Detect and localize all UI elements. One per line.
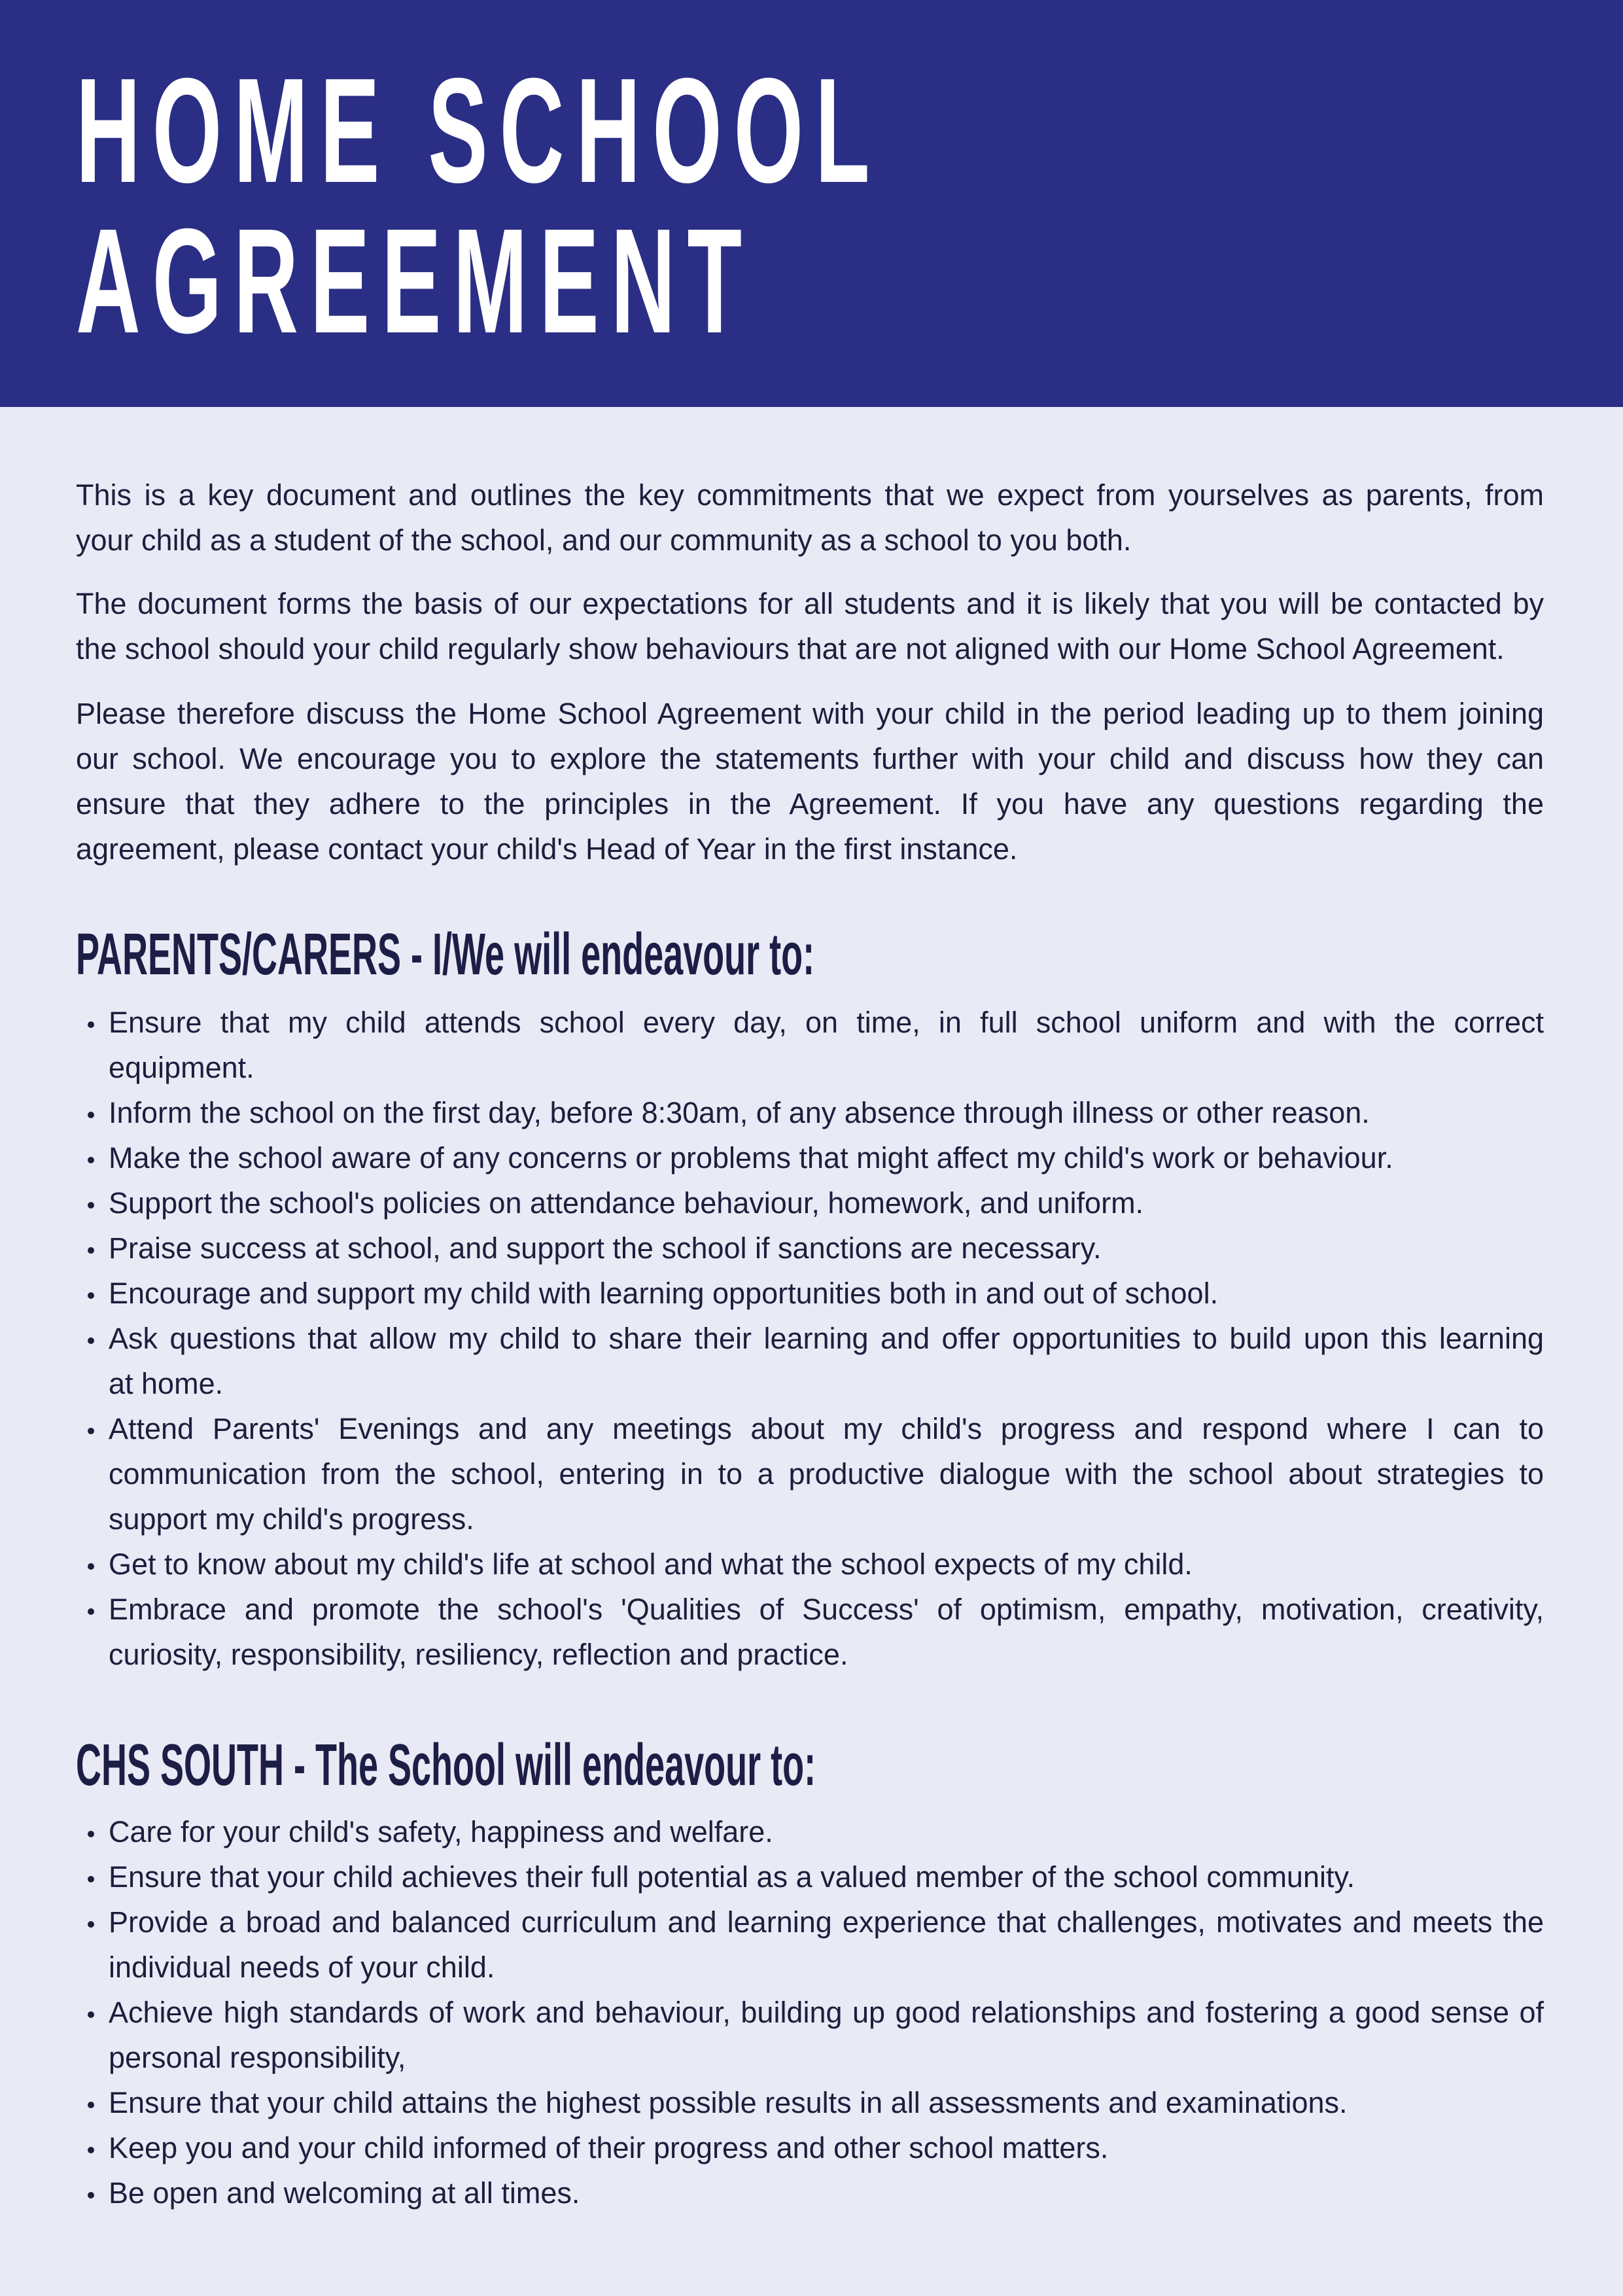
text-line: Care for your child's safety, happiness and welfare. [109, 1815, 773, 1848]
list-item [76, 1180, 1544, 1226]
text-line: Be open and welcoming at all times. [109, 2176, 580, 2210]
document-body [0, 407, 1623, 2216]
list-item [76, 1226, 1544, 1271]
list-item [76, 2080, 1544, 2125]
text-line: Support the school's policies on attendance behaviour, homework, and uniform. [109, 1186, 1144, 1220]
text-line: This is a key document and outlines the key commitments that we expect from yourselves as parents, from [76, 478, 1544, 512]
page-title-line [76, 198, 1419, 364]
parents-commitments-list [76, 1000, 1544, 1677]
list-item [76, 1316, 1544, 1406]
list-item [76, 1271, 1544, 1316]
text-line: Keep you and your child informed of their progress and other school matters. [109, 2131, 1109, 2164]
page-title-text: AGREEMENT [76, 198, 754, 364]
list-item [76, 1809, 1544, 1854]
bullet-icon [88, 2192, 94, 2199]
bullet-icon [88, 1831, 94, 1837]
text-line: Praise success at school, and support the school if sanctions are necessary. [109, 1231, 1102, 1265]
text-line: Encourage and support my child with learning opportunities both in and out of school. [109, 1277, 1219, 1310]
school-commitments-list [76, 1809, 1544, 2216]
bullet-icon [88, 1021, 94, 1028]
bullet-icon [88, 1876, 94, 1882]
text-line: Ensure that your child attains the highest possible results in all assessments and examinations. [109, 2086, 1348, 2119]
text-line: at home. [109, 1367, 224, 1400]
text-line: agreement, please contact your child's Head of Year in the first instance. [76, 832, 1018, 866]
text-line: Provide a broad and balanced curriculum and learning experience that challenges, motivates and meets the [109, 1905, 1544, 1939]
text-line: Ensure that your child achieves their full potential as a valued member of the school community. [109, 1860, 1355, 1894]
school-section-heading [76, 1733, 1544, 1798]
text-line: curiosity, responsibility, resiliency, reflection and practice. [109, 1638, 848, 1671]
list-item [76, 1990, 1544, 2080]
bullet-icon [88, 1292, 94, 1299]
section-heading-text: CHS SOUTH - The School will endeavour to: [76, 1733, 816, 1798]
bullet-icon [88, 1921, 94, 1928]
page-title-text: HOME SCHOOL [76, 48, 882, 214]
list-item [76, 1899, 1544, 1990]
text-line: support my child's progress. [109, 1502, 474, 1536]
bullet-icon [88, 1157, 94, 1163]
list-item [76, 1854, 1544, 1899]
text-line: equipment. [109, 1051, 254, 1084]
bullet-icon [88, 2147, 94, 2153]
text-line: your child as a student of the school, and our community as a school to you both. [76, 523, 1132, 557]
list-item [76, 1406, 1544, 1542]
intro-paragraph [76, 472, 1544, 563]
text-line: Get to know about my child's life at school and what the school expects of my child. [109, 1547, 1193, 1581]
bullet-icon [88, 2102, 94, 2108]
text-line: ensure that they adhere to the principles in the Agreement. If you have any questions regarding the [76, 787, 1544, 821]
text-line: The document forms the basis of our expectations for all students and it is likely that you will be contacted by [76, 587, 1544, 620]
list-item [76, 2125, 1544, 2170]
bullet-icon [88, 1337, 94, 1344]
section-heading-text: PARENTS/CARERS - I/We will endeavour to: [76, 922, 815, 987]
text-line: Attend Parents' Evenings and any meetings about my child's progress and respond where I can to [109, 1412, 1544, 1445]
text-line: our school. We encourage you to explore the statements further with your child and discuss how they can [76, 742, 1544, 775]
page-title [76, 48, 1419, 364]
bullet-icon [88, 1202, 94, 1209]
intro-paragraph [76, 691, 1544, 872]
bullet-icon [88, 1112, 94, 1118]
list-item [76, 1090, 1544, 1135]
text-line: personal responsibility, [109, 2041, 406, 2074]
title-banner [0, 0, 1623, 407]
text-line: Inform the school on the first day, before 8:30am, of any absence through illness or other reason. [109, 1096, 1370, 1129]
bullet-icon [88, 1247, 94, 1254]
text-line: Embrace and promote the school's 'Qualities of Success' of optimism, empathy, motivation, creativity, [109, 1593, 1544, 1626]
text-line: Achieve high standards of work and behaviour, building up good relationships and fostering a good sense of [109, 1996, 1544, 2029]
parents-section-heading [76, 922, 1544, 987]
text-line: Ensure that my child attends school every day, on time, in full school uniform and with the correct [109, 1006, 1544, 1039]
list-item [76, 1135, 1544, 1180]
bullet-icon [88, 2011, 94, 2018]
bullet-icon [88, 1563, 94, 1570]
list-item [76, 2170, 1544, 2216]
list-item [76, 1587, 1544, 1677]
text-line: Please therefore discuss the Home School Agreement with your child in the period leading up to them joining [76, 697, 1544, 730]
text-line: Make the school aware of any concerns or problems that might affect my child's work or behaviour. [109, 1141, 1393, 1174]
bullet-icon [88, 1608, 94, 1615]
page-title-line [76, 48, 1419, 214]
intro-paragraph [76, 581, 1544, 671]
text-line: the school should your child regularly show behaviours that are not aligned with our Home School Agreement. [76, 632, 1505, 665]
text-line: communication from the school, entering in to a productive dialogue with the school about strategies to [109, 1457, 1544, 1491]
list-item [76, 1000, 1544, 1090]
list-item [76, 1542, 1544, 1587]
text-line: individual needs of your child. [109, 1951, 495, 1984]
text-line: Ask questions that allow my child to share their learning and offer opportunities to build upon this learning [109, 1322, 1544, 1355]
bullet-icon [88, 1428, 94, 1434]
